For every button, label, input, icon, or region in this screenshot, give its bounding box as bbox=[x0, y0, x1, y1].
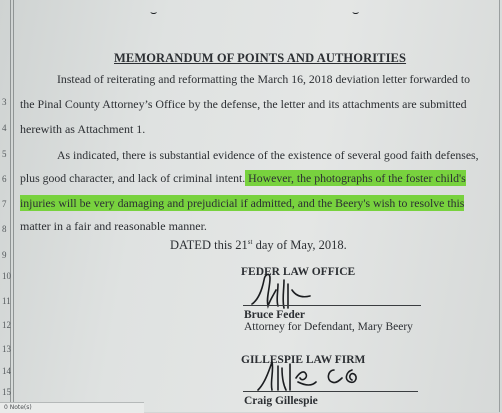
firm-name-feder: FEDER LAW OFFICE bbox=[241, 266, 356, 278]
line-number: 5 bbox=[2, 149, 7, 159]
body-line-5-plain: plus good character, and lack of criminal intent. bbox=[20, 171, 246, 185]
line-number: 6 bbox=[2, 174, 7, 184]
right-margin-rule bbox=[499, 0, 500, 412]
signer-name-gillespie: Craig Gillespie bbox=[244, 395, 318, 407]
body-line-3: herewith as Attachment 1. bbox=[20, 122, 146, 136]
binding-mark-right: ⌣ bbox=[352, 6, 360, 19]
memorandum-heading: MEMORANDUM OF POINTS AND AUTHORITIES bbox=[114, 51, 407, 65]
line-number: 12 bbox=[2, 320, 11, 330]
signature-line-1 bbox=[243, 305, 421, 306]
dated-suffix: day of May, 2018. bbox=[252, 238, 347, 253]
body-line-6 bbox=[20, 196, 464, 211]
line-number bbox=[0, 71, 10, 81]
body-line-7: matter in a fair and reasonable manner. bbox=[20, 219, 207, 233]
line-number: 9 bbox=[2, 250, 7, 260]
line-number: 8 bbox=[2, 224, 7, 234]
body-line-4: As indicated, there is substantial evidence of the existence of several good faith defenses, bbox=[57, 148, 479, 162]
line-number: 4 bbox=[2, 123, 7, 133]
highlighted-text: injuries will be very damaging and prejudicial if admitted, and the Beery's wish to resolve this bbox=[20, 196, 465, 210]
signer-name-feder: Bruce Feder bbox=[244, 309, 305, 321]
signer-role-feder: Attorney for Defendant, Mary Beery bbox=[244, 321, 413, 333]
line-number: 11 bbox=[2, 296, 11, 306]
highlighted-text: However, the photographs of the foster child's bbox=[245, 171, 466, 185]
line-number: 7 bbox=[2, 199, 7, 209]
firm-name-gillespie: GILLESPIE LAW FIRM bbox=[241, 354, 366, 366]
line-number: 10 bbox=[2, 271, 11, 281]
line-number: 14 bbox=[2, 366, 11, 376]
status-bar-notes[interactable]: 0 Note(s) bbox=[0, 402, 144, 413]
binding-mark-left: ⌣ bbox=[150, 6, 158, 19]
body-line-2: the Pinal County Attorney’s Office by the defense, the letter and its attachments are submitted bbox=[20, 97, 467, 111]
line-number: 3 bbox=[2, 97, 7, 107]
signature-gillespie bbox=[252, 356, 392, 396]
dated-prefix: DATED this 21 bbox=[170, 238, 248, 253]
body-line-5 bbox=[20, 171, 466, 186]
line-number: 15 bbox=[2, 387, 11, 397]
line-number: 13 bbox=[2, 344, 11, 354]
dated-line bbox=[170, 238, 347, 253]
dated-superscript: st bbox=[247, 238, 253, 246]
signature-line-2 bbox=[243, 391, 418, 392]
body-line-1: Instead of reiterating and reformatting the March 16, 2018 deviation letter forwarded to bbox=[57, 72, 471, 86]
